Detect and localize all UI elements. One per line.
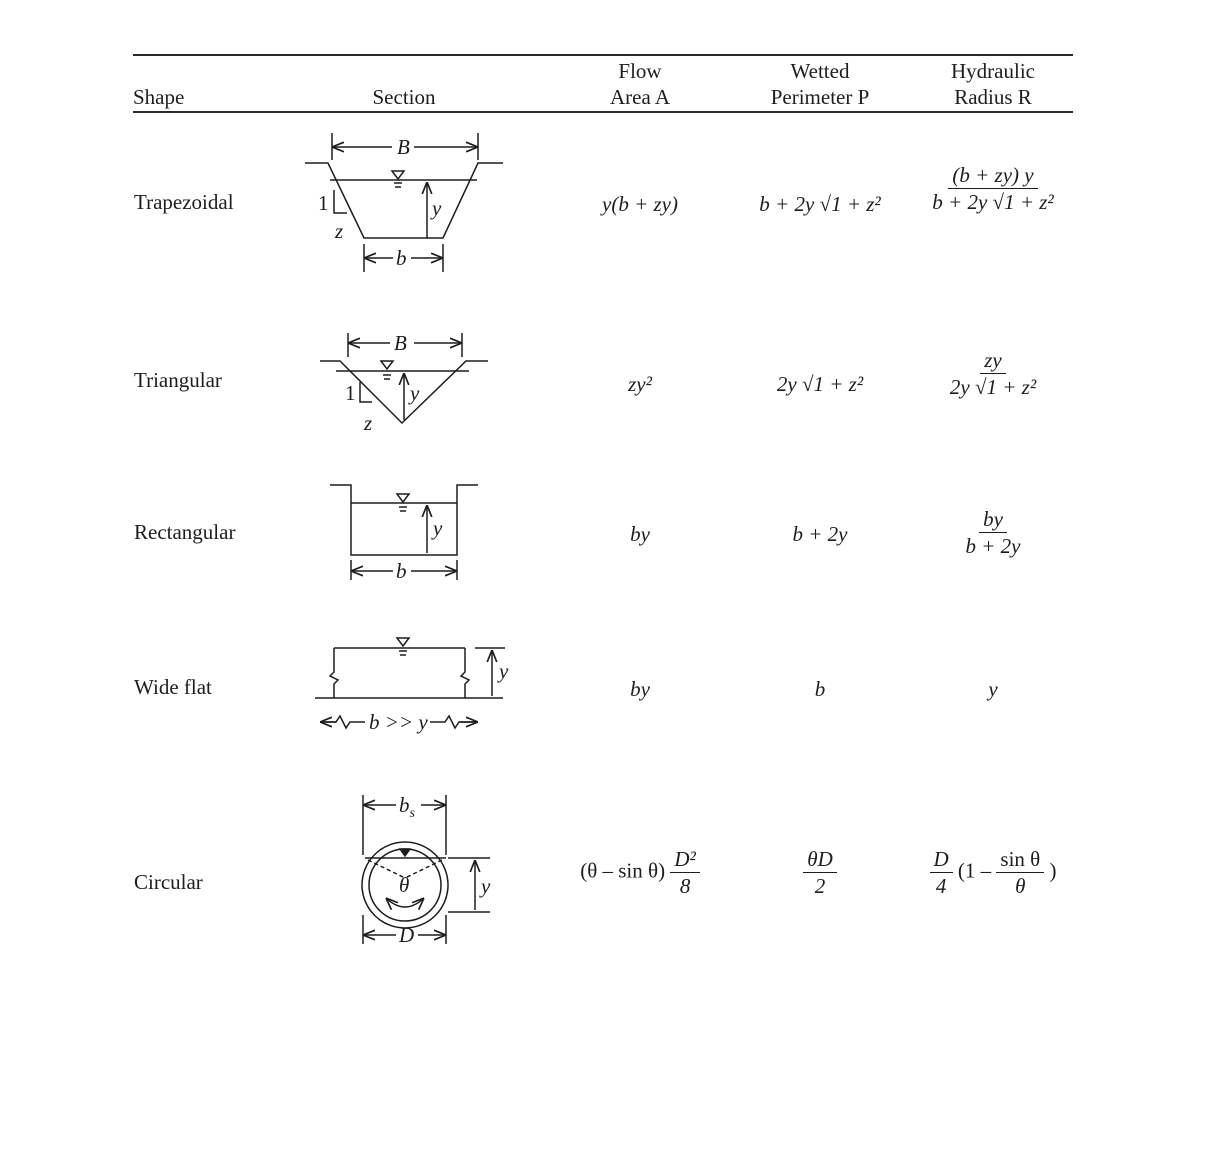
rect-radius: $\frac{by}{b + 2y}$	[965, 507, 1021, 558]
circ-area: (θ – sin θ) $\frac{\text{D²}}{8}$	[560, 846, 720, 899]
trap-depth-label: y	[432, 196, 442, 220]
header-hydraulic-radius: Hydraulic Radius R	[951, 59, 1035, 109]
circ-perimeter: $\frac{\theta D}{2}$	[730, 846, 910, 899]
header-wetted-perimeter: Wetted Perimeter P	[770, 59, 870, 109]
circ-angle-label: θ	[399, 873, 410, 897]
wide-area: by	[630, 677, 650, 701]
rect-area: by	[630, 522, 650, 546]
tri-top-width-label: B	[394, 331, 407, 355]
trap-radius: $\frac{(b + zy) y}{\text{b + 2y √1 + z²}}$	[932, 163, 1054, 214]
shape-trapezoidal: Trapezoidal	[134, 190, 234, 214]
shape-circular: Circular	[134, 870, 203, 894]
tri-radius: $\frac{zy}{\text{2y √1 + z²}}$	[949, 348, 1037, 399]
trap-slope-run-label: z	[335, 219, 344, 243]
wide-radius: y	[988, 677, 998, 701]
circ-diameter-label: D	[399, 923, 415, 947]
rect-depth-label: y	[433, 516, 443, 540]
wide-depth-label: y	[499, 659, 509, 683]
circ-depth-label: y	[481, 874, 491, 898]
tri-area: zy²	[628, 372, 652, 396]
rect-bottom-width-label: b	[396, 559, 407, 583]
trap-perimeter: b + 2y √1 + z²	[759, 192, 881, 216]
wide-width-label: b >> y	[369, 710, 428, 734]
header-section: Section	[372, 85, 436, 109]
top-rule	[133, 54, 1073, 56]
trap-bottom-width-label: b	[396, 246, 407, 270]
circ-surface-width-label: $b_s$	[399, 793, 415, 821]
tri-depth-label: y	[410, 381, 420, 405]
trap-area: y(b + zy)	[602, 192, 678, 216]
header-rule	[133, 111, 1073, 113]
header-shape: Shape	[133, 85, 185, 109]
trap-top-width-label: B	[397, 135, 410, 159]
circ-radius: $\frac{D}{4}$ (1 – $\frac{\text{sin θ}}{\theta}$ )	[910, 846, 1076, 899]
header-flow-area: Flow Area A	[609, 59, 671, 109]
rect-perimeter: b + 2y	[792, 522, 848, 546]
tri-slope-run-label: z	[364, 411, 373, 435]
shape-triangular: Triangular	[134, 368, 222, 392]
shape-rectangular: Rectangular	[134, 520, 236, 544]
trap-slope-rise-label: 1	[318, 191, 329, 215]
tri-slope-rise-label: 1	[345, 381, 356, 405]
tri-perimeter: 2y √1 + z²	[776, 372, 864, 396]
shape-wide-flat: Wide flat	[134, 675, 212, 699]
wide-perimeter: b	[814, 677, 826, 701]
